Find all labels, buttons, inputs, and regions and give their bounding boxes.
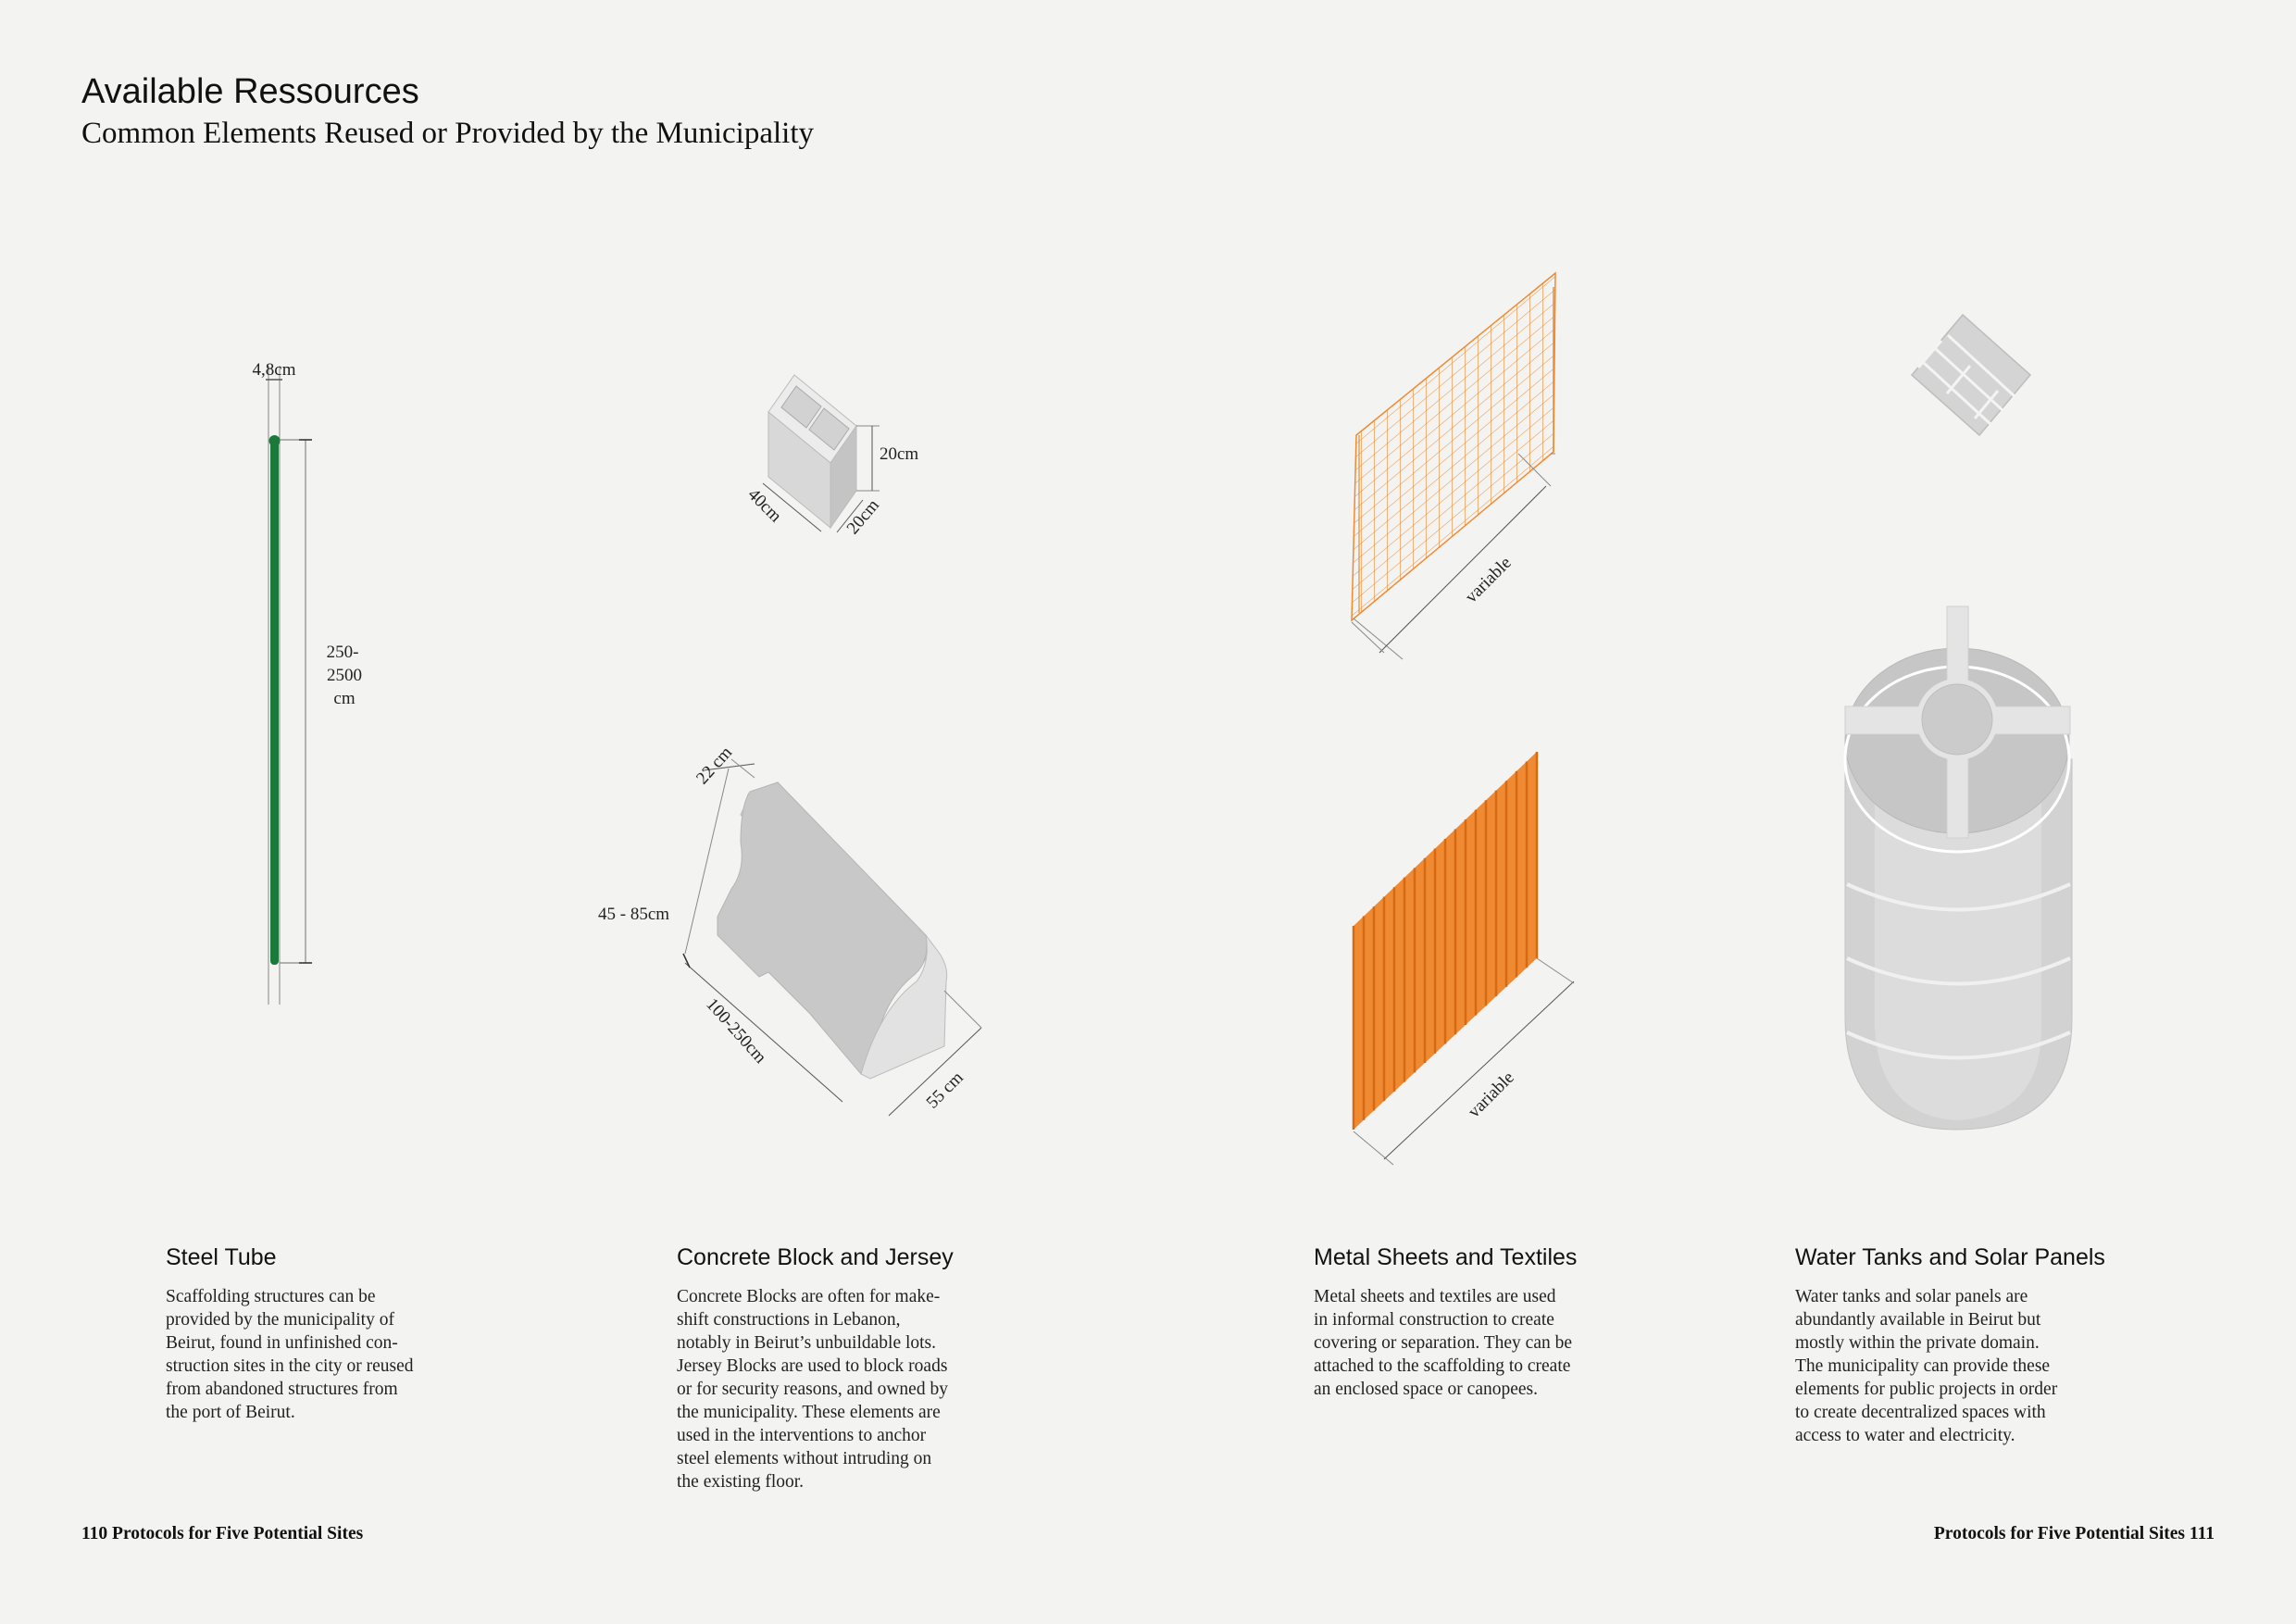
text-line: to create decentralized spaces with [1795, 1403, 2046, 1422]
steel-tube [270, 440, 279, 965]
solar-panel-illustration [1912, 315, 2030, 435]
text-line: the port of Beirut. [166, 1403, 295, 1422]
concrete-title: Concrete Block and Jersey [677, 1244, 954, 1270]
block-height-label: 20cm [880, 444, 919, 464]
steel-tube-title: Steel Tube [166, 1244, 277, 1270]
sheet-width-label: variable [1464, 1068, 1518, 1122]
tube-diameter-label: 4,8cm [252, 360, 296, 380]
text-line: Scaffolding structures can be [166, 1287, 376, 1306]
water-tank-illustration [1845, 606, 2072, 1130]
tube-length-label-2: 2500 [327, 666, 362, 685]
text-line: Metal sheets and textiles are used [1314, 1287, 1556, 1306]
footer-left: 110 Protocols for Five Potential Sites [81, 1524, 364, 1543]
textile-mesh-illustration [1352, 273, 1555, 659]
metal-title: Metal Sheets and Textiles [1314, 1244, 1578, 1270]
text-line: elements for public projects in order [1795, 1380, 2058, 1399]
textile-mesh [1352, 273, 1555, 620]
text-line: Water tanks and solar panels are [1795, 1287, 2028, 1306]
text-line: Concrete Blocks are often for make- [677, 1287, 941, 1306]
text-line: mostly within the private domain. [1795, 1333, 2040, 1353]
text-line: steel elements without intruding on [677, 1449, 932, 1468]
text-line: Jersey Blocks are used to block roads [677, 1356, 948, 1376]
text-line: an enclosed space or canopees. [1314, 1380, 1539, 1399]
jersey-length-label: 100-250cm [702, 994, 770, 1068]
text-line: from abandoned structures from [166, 1380, 398, 1399]
water-description [1795, 1285, 2057, 1447]
text-line: notably in Beirut’s unbuildable lots. [677, 1333, 937, 1353]
metal-description [1314, 1285, 1572, 1401]
text-line: used in the interventions to anchor [677, 1426, 927, 1445]
text-line: provided by the municipality of [166, 1310, 394, 1330]
text-line: struction sites in the city or reused [166, 1356, 414, 1376]
text-line: Beirut, found in unfinished con- [166, 1333, 398, 1353]
metal-sheet-illustration [1354, 752, 1574, 1165]
concrete-description [677, 1285, 948, 1493]
text-line: in informal construction to create [1314, 1310, 1554, 1330]
text-line: The municipality can provide these [1795, 1356, 2051, 1376]
text-line: shift constructions in Lebanon, [677, 1310, 901, 1330]
jersey-base-label: 55 cm [922, 1068, 967, 1113]
text-line: the municipality. These elements are [677, 1403, 941, 1422]
steel-tube-description [166, 1285, 414, 1424]
water-title: Water Tanks and Solar Panels [1795, 1244, 2105, 1270]
jersey-barrier-illustration [598, 743, 981, 1116]
tube-length-label-1: 250- [326, 643, 359, 662]
jersey-top-label: 22 cm [693, 743, 737, 789]
concrete-block-illustration [743, 375, 918, 538]
text-line: or for security reasons, and owned by [677, 1380, 948, 1399]
tube-length-label-3: cm [333, 689, 356, 708]
block-width-label: 20cm [842, 495, 883, 539]
page-subtitle: Common Elements Reused or Provided by the Municipality [81, 117, 814, 150]
text-line: attached to the scaffolding to create [1314, 1356, 1571, 1376]
textile-width-label: variable [1461, 553, 1516, 607]
jersey-height-label: 45 - 85cm [598, 905, 670, 924]
text-line: abundantly available in Beirut but [1795, 1310, 2041, 1330]
text-line: access to water and electricity. [1795, 1426, 2015, 1445]
text-line: the existing floor. [677, 1472, 805, 1492]
block-length-label: 40cm [743, 484, 786, 527]
page-title: Available Ressources [81, 72, 419, 111]
text-line: covering or separation. They can be [1314, 1333, 1573, 1353]
footer-right: Protocols for Five Potential Sites 111 [1933, 1524, 2215, 1543]
steel-tube-illustration [253, 360, 362, 1005]
